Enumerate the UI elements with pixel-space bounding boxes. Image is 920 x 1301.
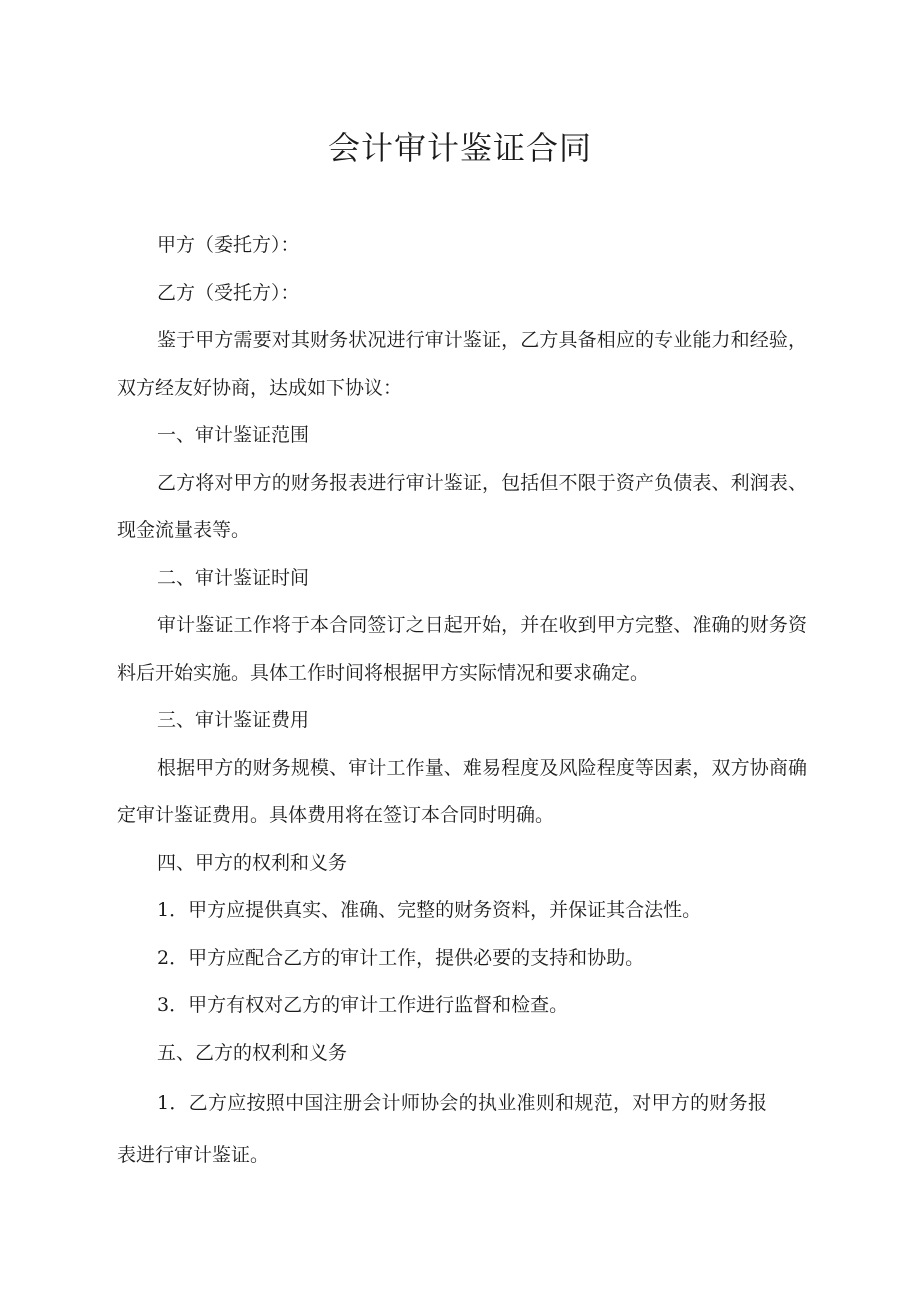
section-heading-scope: 一、审计鉴证范围 [157, 424, 310, 446]
party-a-line: 甲方（委托方）： [157, 234, 300, 256]
section-heading-party-b-rights: 五、乙方的权利和义务 [157, 1041, 348, 1064]
preamble-paragraph: 鉴于甲方需要对其财务状况进行审计鉴证，乙方具备相应的专业能力和经验，双方经友好协商，达成如下协议： [117, 329, 807, 399]
time-paragraph: 审计鉴证工作将于本合同签订之日起开始，并在收到甲方完整、准确的财务资料后开始实施。具体工作时间将根据甲方实际情况和要求确定。 [117, 614, 807, 684]
party-a-item-3: 3．甲方有权对乙方的审计工作进行监督和检查。 [157, 994, 569, 1016]
scope-paragraph: 乙方将对甲方的财务报表进行审计鉴证，包括但不限于资产负债表、利润表、现金流量表等。 [117, 471, 807, 541]
section-heading-time: 二、审计鉴证时间 [157, 566, 310, 589]
party-a-item-1: 1．甲方应提供真实、准确、完整的财务资料，并保证其合法性。 [157, 899, 702, 921]
party-a-item-2: 2．甲方应配合乙方的审计工作，提供必要的支持和协助。 [157, 946, 645, 969]
fee-paragraph: 根据甲方的财务规模、审计工作量、难易程度及风险程度等因素，双方协商确定审计鉴证费用。具体费用将在签订本合同时明确。 [117, 756, 807, 826]
document-body [117, 222, 807, 1181]
party-b-item-1: 1．乙方应按照中国注册会计师协会的执业准则和规范，对甲方的财务报表进行审计鉴证。 [117, 1092, 767, 1166]
party-b-line: 乙方（受托方）： [157, 281, 300, 304]
section-heading-fee: 三、审计鉴证费用 [157, 709, 310, 731]
document-title: 会计审计鉴证合同 [327, 129, 592, 167]
section-heading-party-a-rights: 四、甲方的权利和义务 [157, 851, 348, 874]
